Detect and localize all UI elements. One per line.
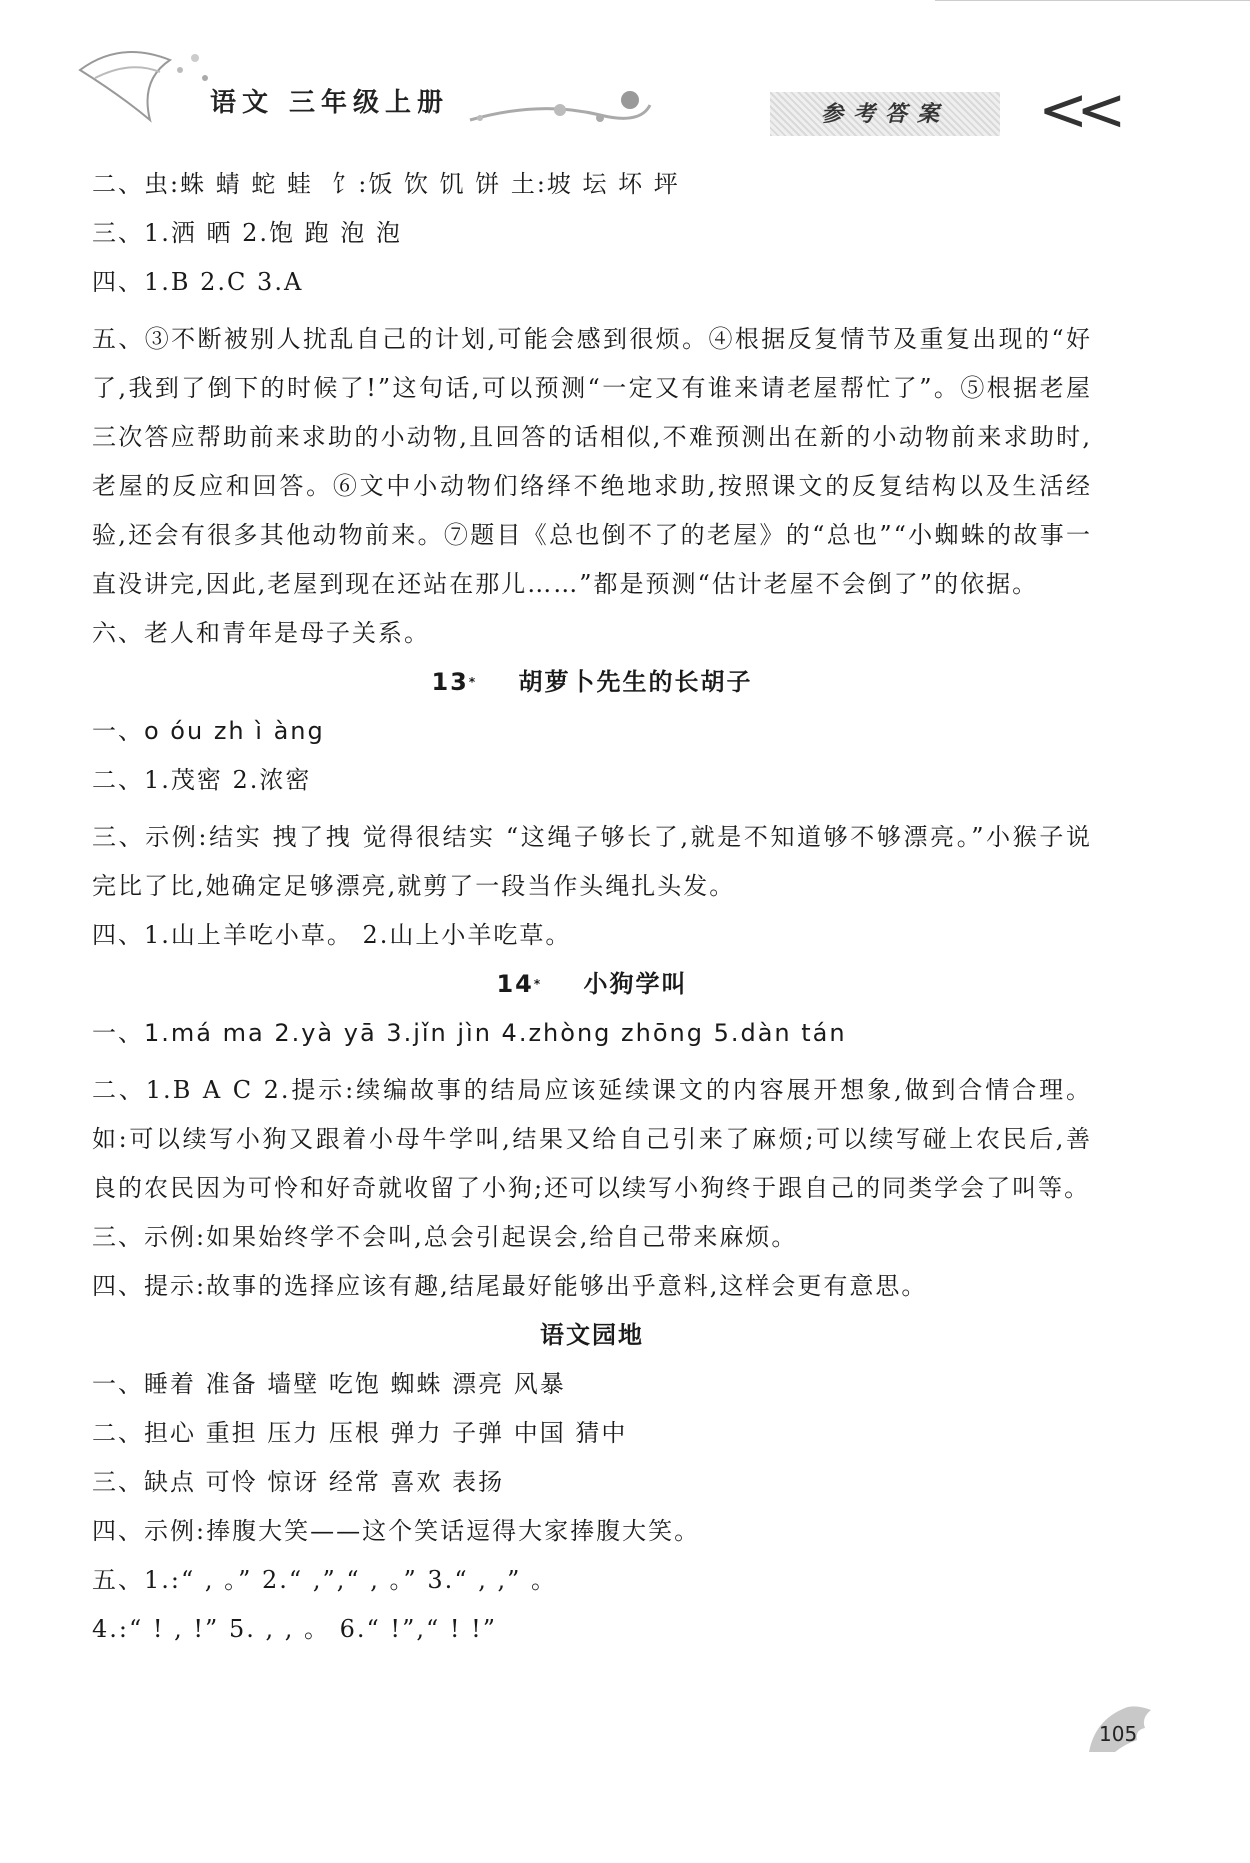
section-title-14 [92, 968, 1092, 1000]
answer-line: 二、担心 重担 压力 压根 弹力 子弹 中国 猜中 [92, 1419, 628, 1447]
answer-line: 五、1.:“ , 。” 2.“ ,”,“ , 。” 3.“ , ,” 。 [92, 1566, 557, 1594]
section-title-13 [92, 666, 1092, 698]
section-mark: * [533, 977, 543, 991]
answer-line: 六、老人和青年是母子关系。 [92, 619, 430, 647]
answer-line: 一、睡着 准备 墙壁 吃饱 蜘蛛 漂亮 风暴 [92, 1370, 566, 1398]
section-heading: 小狗学叫 [583, 970, 688, 998]
section-mark: * [468, 675, 478, 689]
answer-line: 三、1.洒 晒 2.饱 跑 泡 泡 [92, 219, 402, 247]
answer-line: 一、1.má ma 2.yà yā 3.jǐn jìn 4.zhòng zhōng 5.dàn tán [92, 1019, 847, 1047]
answer-key-tag [770, 92, 1000, 136]
answer-line: 三、缺点 可怜 惊讶 经常 喜欢 表扬 [92, 1468, 505, 1496]
answer-line: 二、虫:蛛 蜻 蛇 蛙 饣:饭 饮 饥 饼 土:坡 坛 坏 坪 [92, 170, 680, 198]
answer-line: 四、提示:故事的选择应该有趣,结尾最好能够出乎意料,这样会更有意思。 [92, 1272, 928, 1300]
section-number: 13 [431, 668, 469, 696]
answer-line: 四、1.B 2.C 3.A [92, 268, 304, 296]
answer-line: 四、示例:捧腹大笑——这个笑话逗得大家捧腹大笑。 [92, 1517, 701, 1545]
answer-line: 三、示例:如果始终学不会叫,总会引起误会,给自己带来麻烦。 [92, 1223, 798, 1251]
answer-key-label: 参考答案 [820, 101, 949, 127]
section-heading: 胡萝卜先生的长胡子 [518, 668, 753, 696]
answer-line: 4.:“ ! , !” 5. , , 。 6.“ !”,“ ! !” [92, 1615, 498, 1643]
page-header [0, 0, 1250, 160]
section-number: 14 [496, 970, 534, 998]
page-number-badge [1085, 1700, 1155, 1756]
answer-content [92, 168, 1092, 1662]
book-title: 语文 三年级上册 [210, 88, 450, 118]
chevron-left-icon: << [1038, 75, 1115, 145]
answer-paragraph: 五、③不断被别人扰乱自己的计划,可能会感到很烦。④根据反复情节及重复出现的“好了,我到了倒下的时候了!”这句话,可以预测“一定又有谁来请老屋帮忙了”。⑤根据老屋三次答应帮助前来求助的小动物,且回答的话相似,不难预测出在新的小动物前来求助时,老屋的反应和回答。⑥文中小动物们络绎不绝地求助,按照课文的反复结构以及生活经验,还会有很多其他动物前来。⑦题目《总也倒不了的老屋》的“总也”“小蜘蛛的故事一直没讲完,因此,老屋到现在还站在那儿……”都是预测“估计老屋不会倒了”的依据。 [92, 325, 1092, 598]
section-title-garden: 语文园地 [540, 1321, 644, 1349]
answer-line: 四、1.山上羊吃小草。 2.山上小羊吃草。 [92, 921, 572, 949]
answer-paragraph: 二、1.B A C 2.提示:续编故事的结局应该延续课文的内容展开想象,做到合情合理。如:可以续写小狗又跟着小母牛学叫,结果又给自己引来了麻烦;可以续写碰上农民后,善良的农民因为可怜和好奇就收留了小狗;还可以续写小狗终于跟自己的同类学会了叫等。 [92, 1076, 1092, 1202]
answer-paragraph: 三、示例:结实 拽了拽 觉得很结实 “这绳子够长了,就是不知道够不够漂亮。”小猴子说完比了比,她确定足够漂亮,就剪了一段当作头绳扎头发。 [92, 823, 1092, 900]
answer-line: 二、1.茂密 2.浓密 [92, 766, 312, 794]
page-number: 105 [1099, 1722, 1138, 1746]
answer-line: 一、o óu zh ì àng [92, 717, 325, 745]
